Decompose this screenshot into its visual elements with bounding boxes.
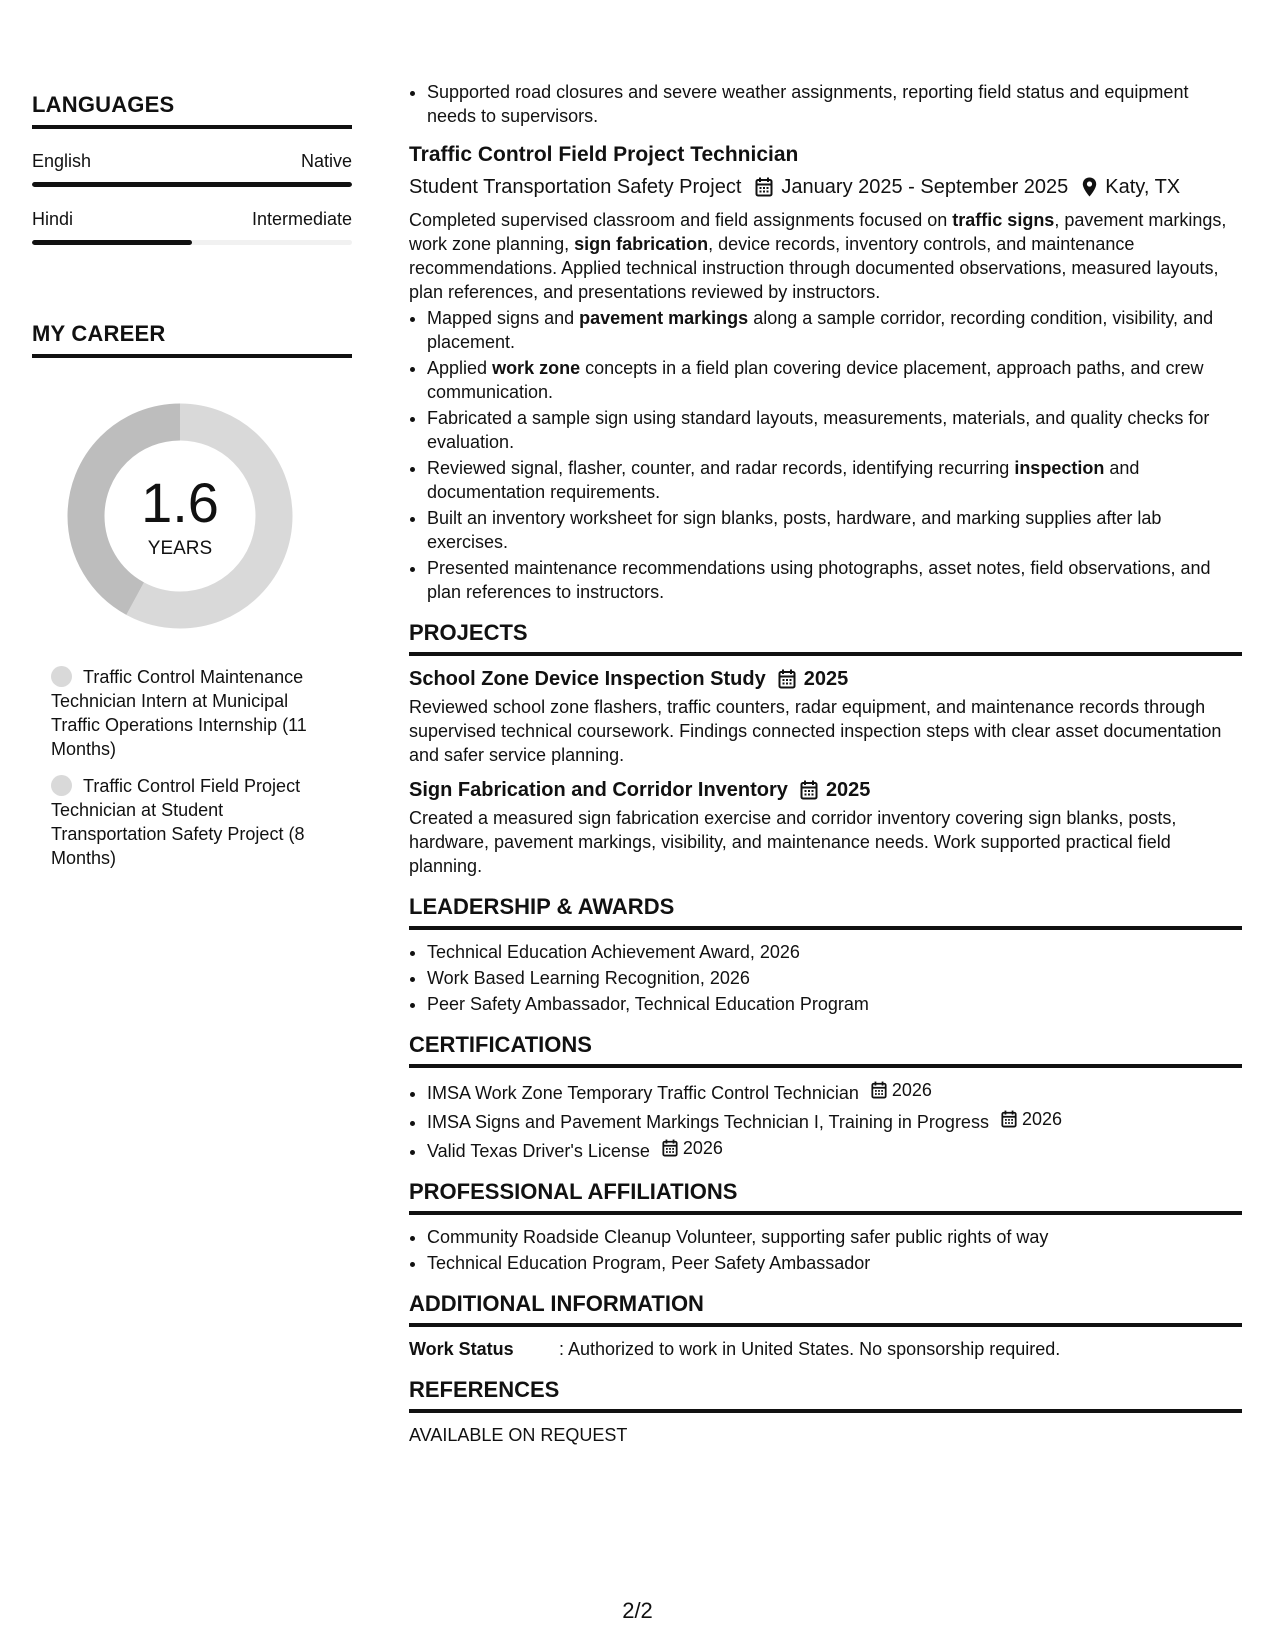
list-item: • Community Roadside Cleanup Volunteer, supporting safer public rights of way <box>427 1225 1242 1249</box>
project-name: Sign Fabrication and Corridor Inventory <box>409 779 788 801</box>
cert-name: IMSA Signs and Pavement Markings Technician I, Training in Progress <box>427 1112 989 1132</box>
list-item <box>427 1136 1242 1163</box>
summary-text: , device records, inventory controls, and maintenance recommendations. Applied technical instruction through documented observations, measured layouts, plan references, and presentations reviewed by instructors. <box>409 234 1219 302</box>
bullet-item: • Mapped signs and pavement markings along a sample corridor, recording condition, visibility, and placement. <box>427 306 1242 354</box>
cert-year: 2026 <box>682 1138 723 1158</box>
calendar-icon <box>755 177 773 197</box>
career-legend-item <box>51 774 331 870</box>
language-proficiency-bar <box>32 182 352 187</box>
career-legend-item <box>51 665 331 761</box>
job-meta <box>409 174 1242 200</box>
left-column <box>32 92 352 883</box>
right-column <box>409 80 1242 1447</box>
language-proficiency-bar <box>32 240 352 245</box>
certifications-heading: CERTIFICATIONS <box>409 1032 1242 1068</box>
leadership-heading: LEADERSHIP & AWARDS <box>409 894 1242 930</box>
project-name: School Zone Device Inspection Study <box>409 668 766 690</box>
language-proficiency-fill <box>32 182 352 187</box>
job-company: Student Transportation Safety Project <box>409 176 742 198</box>
projects-heading: PROJECTS <box>409 620 1242 656</box>
certifications-list <box>409 1078 1242 1163</box>
career-legend-text: Traffic Control Maintenance Technician Intern at Municipal Traffic Operations Internship (11 Months) <box>51 667 307 759</box>
work-status-value: : Authorized to work in United States. No sponsorship required. <box>559 1339 1061 1359</box>
calendar-icon <box>778 669 796 689</box>
summary-text: , pavement markings, work zone planning, <box>409 210 1227 254</box>
cert-name: IMSA Work Zone Temporary Traffic Control Technician <box>427 1083 859 1103</box>
language-hindi <box>32 209 352 245</box>
calendar-icon <box>1001 1110 1017 1128</box>
cert-year: 2026 <box>1021 1109 1062 1129</box>
job-location: Katy, TX <box>1105 176 1181 198</box>
page-number: 2/2 <box>622 1598 653 1623</box>
work-status-label: Work Status <box>409 1339 514 1359</box>
language-english <box>32 151 352 187</box>
list-item <box>427 1107 1242 1134</box>
list-item <box>427 1078 1242 1105</box>
cert-name: Valid Texas Driver's License <box>427 1141 650 1161</box>
career-donut-chart <box>67 403 293 629</box>
career-total-years: 1.6 <box>141 471 219 534</box>
references-heading: REFERENCES <box>409 1377 1242 1413</box>
location-pin-icon <box>1082 177 1097 197</box>
project-item <box>409 666 1242 767</box>
bullet-item: • Built an inventory worksheet for sign blanks, posts, hardware, and marking supplies after lab exercises. <box>427 506 1242 554</box>
job-summary <box>409 208 1242 304</box>
language-level: Native <box>300 151 352 171</box>
affiliations-heading: PROFESSIONAL AFFILIATIONS <box>409 1179 1242 1215</box>
language-name: English <box>32 151 92 171</box>
bullet-item: • Applied work zone concepts in a field plan covering device placement, approach paths, and crew communication. <box>427 356 1242 404</box>
project-year: 2025 <box>825 779 871 801</box>
career-heading: MY CAREER <box>32 321 352 358</box>
affiliations-list <box>409 1225 1242 1275</box>
work-status-row <box>409 1337 1242 1361</box>
leadership-list <box>409 940 1242 1016</box>
summary-keyword: traffic signs <box>952 210 1055 230</box>
job-dates: January 2025 - September 2025 <box>781 176 1069 198</box>
list-item: • Work Based Learning Recognition, 2026 <box>427 966 1242 990</box>
calendar-icon <box>800 780 818 800</box>
project-year: 2025 <box>803 668 849 690</box>
bullet-item: • Supported road closures and severe weather assignments, reporting field status and equipment needs to supervisors. <box>427 80 1242 128</box>
references-text: AVAILABLE ON REQUEST <box>409 1425 628 1445</box>
list-item: • Peer Safety Ambassador, Technical Education Program <box>427 992 1242 1016</box>
language-proficiency-fill <box>32 240 192 245</box>
list-item: • Technical Education Program, Peer Safety Ambassador <box>427 1251 1242 1275</box>
legend-dot <box>51 666 72 687</box>
previous-job-bullets <box>409 80 1242 128</box>
project-item <box>409 777 1242 878</box>
additional-info-heading: ADDITIONAL INFORMATION <box>409 1291 1242 1327</box>
career-legend-text: Traffic Control Field Project Technician at Student Transportation Safety Project (8 Months) <box>51 776 305 868</box>
project-description: Reviewed school zone flashers, traffic counters, radar equipment, and maintenance records through supervised technical coursework. Findings connected inspection steps with clear asset documentation and safer service planning. <box>409 697 1222 765</box>
languages-heading: LANGUAGES <box>32 92 352 129</box>
summary-keyword: sign fabrication <box>574 234 709 254</box>
summary-text: Completed supervised classroom and field assignments focused on <box>409 210 953 230</box>
calendar-icon <box>662 1139 678 1157</box>
cert-year: 2026 <box>891 1080 932 1100</box>
job-bullets <box>409 306 1242 604</box>
calendar-icon <box>871 1081 887 1099</box>
list-item: • Technical Education Achievement Award, 2026 <box>427 940 1242 964</box>
career-legend <box>32 665 331 870</box>
career-years-label: YEARS <box>147 538 213 559</box>
project-description: Created a measured sign fabrication exercise and corridor inventory covering sign blanks, posts, hardware, pavement markings, visibility, and maintenance needs. Work supported practical field planning. <box>409 808 1177 876</box>
language-level: Intermediate <box>251 209 352 229</box>
language-name: Hindi <box>32 209 74 229</box>
bullet-item: • Presented maintenance recommendations using photographs, asset notes, field observations, and plan references to instructors. <box>427 556 1242 604</box>
bullet-item: • Fabricated a sample sign using standard layouts, measurements, materials, and quality checks for evaluation. <box>427 406 1242 454</box>
job-title: Traffic Control Field Project Technician <box>409 143 799 166</box>
legend-dot <box>51 775 72 796</box>
bullet-item: • Reviewed signal, flasher, counter, and radar records, identifying recurring inspection and documentation requirements. <box>427 456 1242 504</box>
